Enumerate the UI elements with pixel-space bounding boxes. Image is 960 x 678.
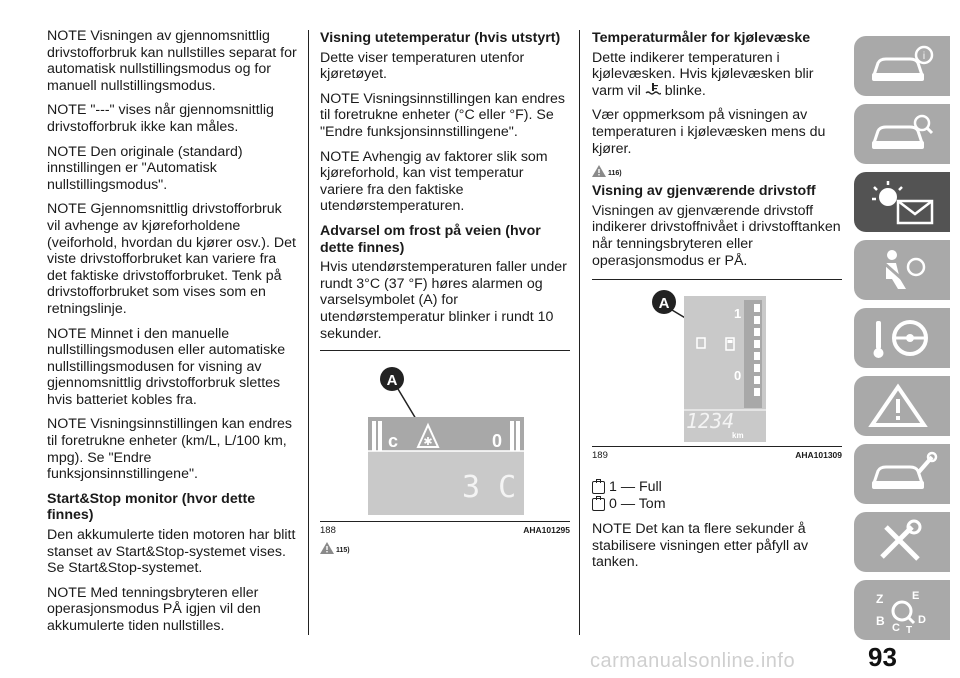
section-heading: Visning utetemperatur (hvis utstyrt): [320, 30, 561, 46]
body-paragraph: Dette indikerer temperaturen i kjølevæsken. Hvis kjølevæsken blir varm vil blinke.: [592, 49, 814, 99]
frost-display-illustration: [320, 351, 570, 521]
figure-188: [320, 351, 570, 521]
svg-text:B: B: [876, 614, 885, 628]
note-paragraph: NOTE Den originale (standard) innstillingen er "Automatisk nullstillingsmodus".: [47, 143, 243, 193]
legend-item: 1 — Full: [592, 479, 842, 496]
figure-code: AHA101309: [795, 450, 842, 461]
watermark: carmanualsonline.info: [590, 650, 796, 672]
warning-triangle-icon: [862, 381, 942, 431]
figure-number: 188: [320, 525, 336, 537]
coolant-temperature-icon: [645, 83, 661, 96]
callout-box-icon: [592, 481, 605, 494]
body-paragraph: Hvis utendørstemperaturen faller under rundt 3°C (37 °F) høres alarmen og varselsymbolet (A) for utendørstemperatur blinker i rundt 10 sekunder.: [320, 259, 567, 342]
car-info-icon: [862, 41, 942, 91]
svg-text:C: C: [892, 622, 900, 634]
section-heading: Temperaturmåler for kjølevæske: [592, 30, 811, 46]
tab-technical-data[interactable]: [854, 512, 950, 572]
tab-emergency[interactable]: [854, 376, 950, 436]
figure-189: [592, 280, 842, 446]
gauge-zero-label: 0: [492, 431, 503, 452]
warning-reference: 115): [320, 542, 570, 554]
section-heading: Visning av gjenværende drivstoff: [592, 183, 816, 200]
column-2: [320, 28, 570, 560]
car-search-icon: [862, 109, 942, 159]
note-paragraph: NOTE Visningen av gjennomsnittlig drivstofforbruk kan nullstilles separat for automatisk nullstillingsmodus og for manuell nullstillingsmodus.: [47, 28, 297, 94]
car-wrench-icon: [862, 449, 942, 499]
tab-starting-driving[interactable]: [854, 308, 950, 368]
note-paragraph: NOTE Avhengig av faktorer slik som kjøreforhold, kan vist temperatur variere fra den faktiske utendørstemperaturen.: [320, 148, 548, 215]
figure-caption: [592, 446, 842, 461]
section-heading: Advarsel om frost på veien (hvor dette finnes): [320, 222, 541, 256]
fuel-full-mark: 1: [734, 306, 742, 322]
index-letters-icon: [862, 585, 942, 635]
figure-code: AHA101295: [523, 525, 570, 536]
body-paragraph: Dette viser temperaturen utenfor kjøretøyet.: [320, 49, 525, 83]
figure-number: 189: [592, 450, 608, 462]
body-paragraph: Den akkumulerte tiden motoren har blitt stanset av Start&Stop-systemet vises. Se Start&Stop-systemet.: [47, 527, 296, 577]
svg-text:✱: ✱: [423, 435, 433, 449]
tools-icon: [862, 517, 942, 567]
warning-lights-icon: [862, 177, 942, 227]
tab-car-info[interactable]: [854, 36, 950, 96]
odometer-readout: 1234: [686, 409, 735, 434]
legend-item: 0 — Tom: [592, 496, 842, 513]
note-paragraph: NOTE Med tenningsbryteren eller operasjonsmodus PÅ igjen vil den akkumulerte tiden nullstilles.: [47, 584, 261, 634]
tab-warning-lights[interactable]: [854, 172, 950, 232]
gauge-c-label: c: [388, 431, 399, 452]
column-3: [592, 28, 842, 579]
note-paragraph: NOTE Visningsinnstillingen kan endres til foretrukne enheter (km/L, L/100 km, mpg). Se "Endre funksjonsinnstillingene".: [47, 416, 292, 483]
warning-triangle-icon: [320, 542, 334, 554]
svg-text:D: D: [918, 614, 926, 626]
body-paragraph: Visningen av gjenværende drivstoff indikerer drivstoffnivået i drivstofftanken når tenningsbryteren eller operasjonsmodus er PÅ.: [592, 202, 841, 269]
tab-index[interactable]: [854, 580, 950, 640]
figure-caption: [320, 521, 570, 536]
svg-text:E: E: [912, 590, 920, 602]
seatbelt-airbag-icon: [862, 245, 942, 295]
tab-maintenance[interactable]: [854, 444, 950, 504]
body-paragraph: Vær oppmerksom på visningen av temperaturen i kjølevæsken mens du kjører.: [592, 107, 826, 157]
callout-box-icon: [592, 498, 605, 511]
svg-text:T: T: [906, 625, 913, 635]
fuel-empty-mark: 0: [734, 368, 742, 384]
odometer-unit: km: [732, 431, 744, 441]
tab-car-search[interactable]: [854, 104, 950, 164]
warning-triangle-icon: [592, 165, 606, 177]
note-paragraph: NOTE "---" vises når gjennomsnittlig drivstofforbruk ikke kan måles.: [47, 102, 274, 135]
column-divider: [308, 30, 309, 635]
tab-safety[interactable]: [854, 240, 950, 300]
callout-a: A: [658, 295, 670, 313]
svg-text:Z: Z: [876, 592, 884, 606]
chapter-sidebar: [854, 36, 954, 648]
column-1: [47, 28, 297, 643]
callout-a: A: [386, 372, 398, 390]
temperature-readout: 3 C: [462, 470, 517, 506]
note-paragraph: NOTE Minnet i den manuelle nullstillingsmodusen eller automatiske nullstillingsmodusen for visning av gjennomsnittlig drivstofforbruk slettes hvis batteriet kobles fra.: [47, 325, 286, 408]
svg-text:i: i: [922, 51, 926, 62]
warning-reference: 116): [592, 165, 842, 177]
note-paragraph: NOTE Gjennomsnittlig drivstofforbruk vil avhenge av kjøreforholdene (veiforhold, hvordan du kjører osv.). Det viste drivstofforbruket kan variere fra det faktiske drivstofforbruket. Tenk på drivstofforbruket som vises som en retningslinje.: [47, 201, 296, 317]
steering-key-icon: [862, 313, 942, 363]
note-paragraph: NOTE Det kan ta flere sekunder å stabilisere visningen etter påfyll av tanken.: [592, 521, 809, 571]
note-paragraph: NOTE Visningsinnstillingen kan endres til foretrukne enheter (°C eller °F). Se "Endre funksjonsinnstillingene".: [320, 90, 565, 140]
fuel-gauge-illustration: [592, 280, 842, 446]
column-divider: [579, 30, 580, 635]
page-number: 93: [868, 642, 897, 672]
section-heading: Start&Stop monitor (hvor dette finnes): [47, 490, 256, 524]
